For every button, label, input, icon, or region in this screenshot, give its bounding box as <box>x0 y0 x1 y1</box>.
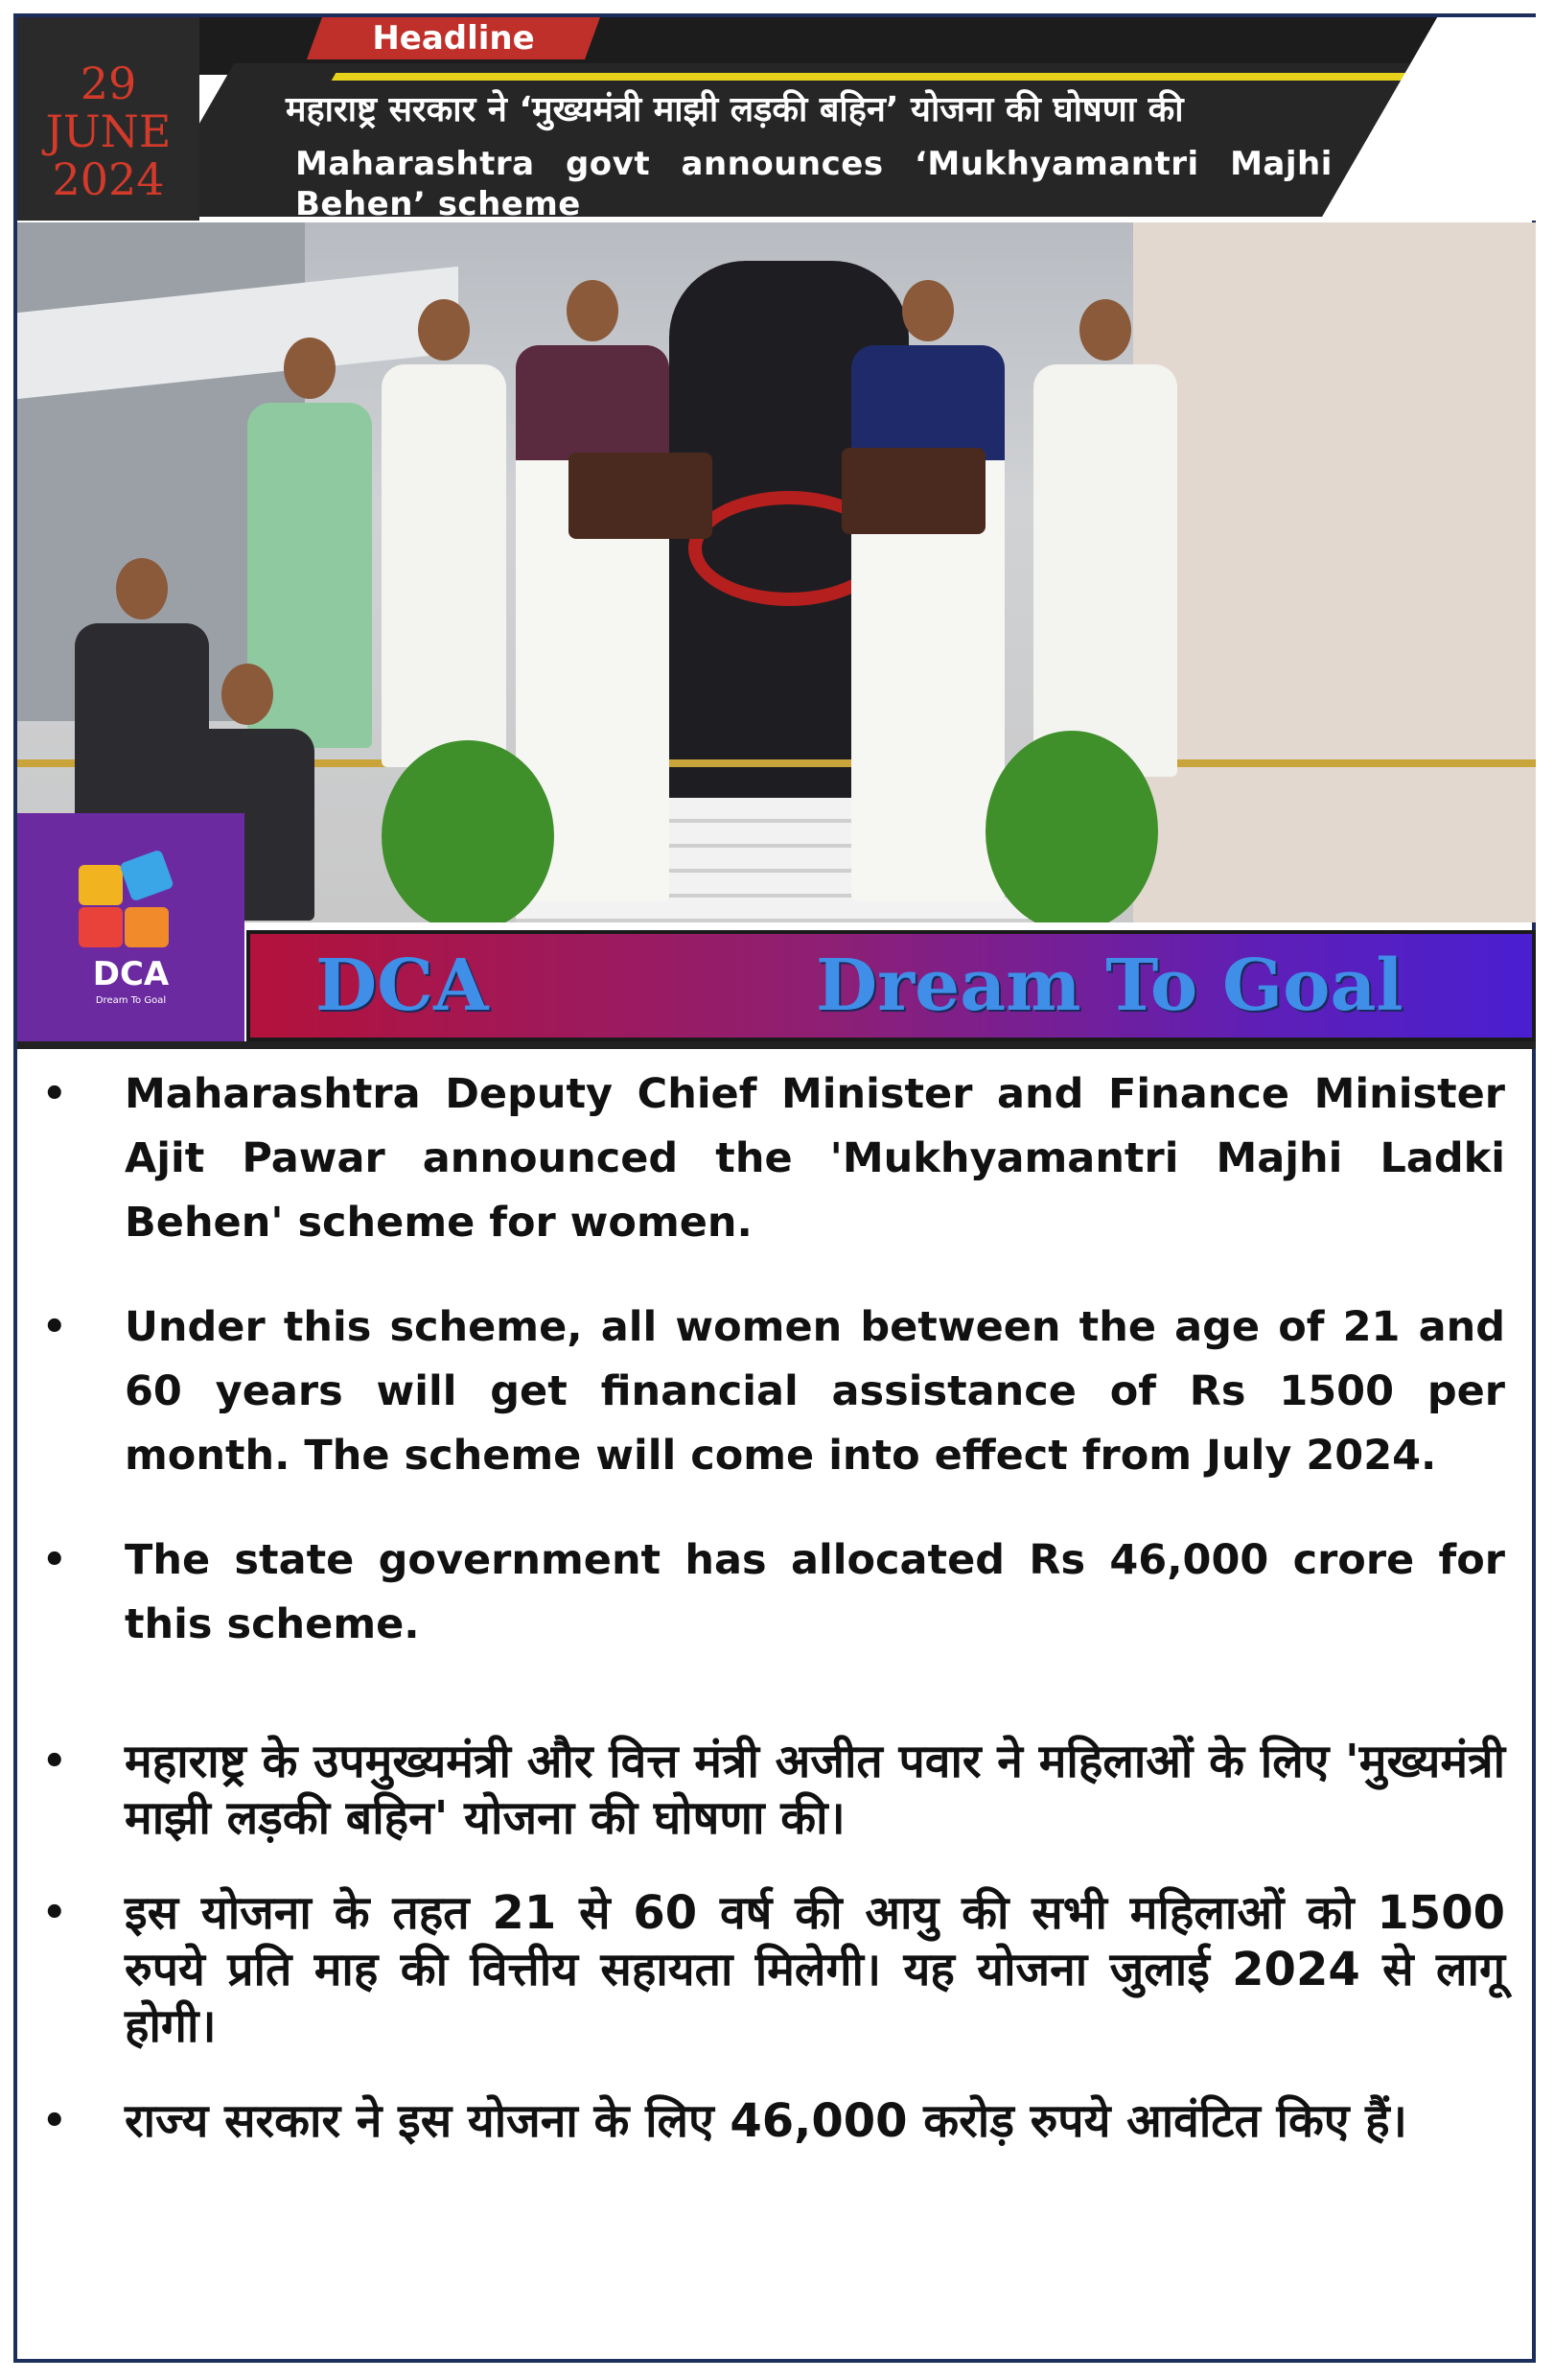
photo-briefcase <box>842 448 986 534</box>
puzzle-icon <box>79 855 184 951</box>
photo-person <box>382 299 506 767</box>
bullet-glyph: • <box>42 1305 67 1349</box>
headline-english: Maharashtra govt announces ‘Mukhyamantri Majhi Ladki Behen’ scheme <box>295 145 1465 221</box>
brand-banner <box>246 930 1536 1041</box>
banner-tagline: Dream To Goal <box>816 945 1403 1027</box>
article-body <box>29 1062 1505 2188</box>
date-month: JUNE <box>45 105 172 157</box>
bullet-glyph: • <box>42 1538 67 1582</box>
bullet-point: • Maharashtra Deputy Chief Minister and Finance Minister Ajit Pawar announced the 'Mukhyamantri Majhi Ladki Behen' scheme for women. <box>29 1062 1505 1255</box>
headline-header <box>17 17 1536 221</box>
photo-bush <box>382 740 554 922</box>
date-box <box>17 17 199 221</box>
photo-person <box>1033 299 1177 777</box>
bullet-glyph: • <box>42 1891 67 1935</box>
headline-label: Headline <box>372 19 535 58</box>
bullet-glyph: • <box>42 2099 67 2143</box>
photo-bush <box>986 731 1158 922</box>
news-photo <box>17 222 1536 922</box>
bullet-point: • Under this scheme, all women between the age of 21 and 60 years will get financial assistance of Rs 1500 per month. The scheme will come into effect from July 2024. <box>29 1295 1505 1488</box>
date-year: 2024 <box>52 153 165 205</box>
header-accent-stripe <box>332 73 1536 81</box>
date-day: 29 <box>80 58 137 109</box>
banner-divider <box>17 1041 1536 1049</box>
photo-person <box>851 280 1005 901</box>
photo-briefcase <box>568 453 712 539</box>
logo-text: DCA <box>92 955 170 993</box>
english-points <box>29 1062 1505 1657</box>
dca-logo <box>17 813 244 1041</box>
bullet-point: • The state government has allocated Rs 46,000 crore for this scheme. <box>29 1528 1505 1657</box>
banner-brand: DCA <box>315 945 489 1027</box>
bullet-glyph: • <box>42 1072 67 1116</box>
hindi-points <box>29 1734 1505 2150</box>
bullet-point: • इस योजना के तहत 21 से 60 वर्ष की आयु की सभी महिलाओं को 1500 रुपये प्रति माह की वित्तीय सहायता मिलेगी। यह योजना जुलाई 2024 से लागू होगी। <box>42 1886 1505 2053</box>
logo-tagline: Dream To Goal <box>95 995 167 1006</box>
bullet-point: • राज्य सरकार ने इस योजना के लिए 46,000 करोड़ रुपये आवंटित किए हैं। <box>42 2094 1407 2148</box>
bullet-glyph: • <box>42 1739 67 1784</box>
headline-hindi: महाराष्ट्र सरकार ने ‘मुख्यमंत्री माझी लड़की बहिन’ योजना की घोषणा की <box>286 90 1184 129</box>
bullet-point: • महाराष्ट्र के उपमुख्यमंत्री और वित्त मंत्री अजीत पवार ने महिलाओं के लिए 'मुख्यमंत्री माझी लड़की बहिन' योजना की घोषणा की। <box>42 1735 1505 1845</box>
